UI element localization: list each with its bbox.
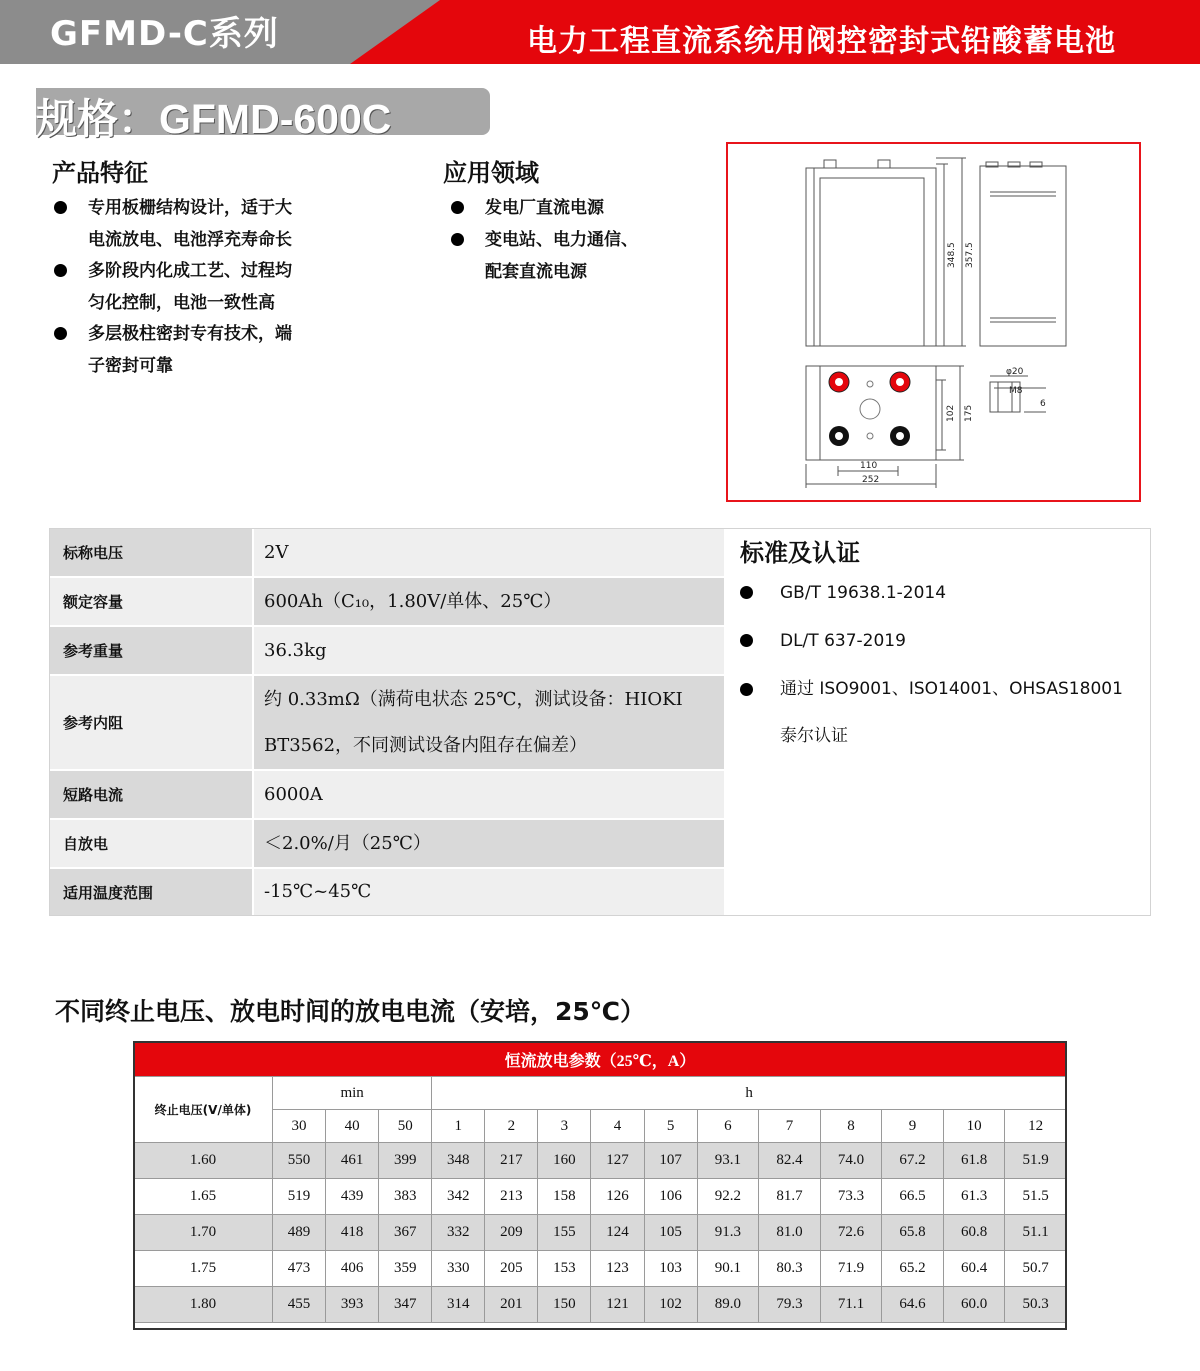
current-cell: 50.3 <box>1005 1287 1067 1323</box>
current-cell: 92.2 <box>697 1179 759 1215</box>
current-cell: 123 <box>591 1251 644 1287</box>
cutoff-voltage-cell: 1.65 <box>134 1179 273 1215</box>
svg-text:357.5: 357.5 <box>965 242 975 268</box>
spec-row: 参考重量 36.3kg <box>50 627 725 674</box>
spec-row: 短路电流 6000A <box>50 771 725 818</box>
column-header: 4 <box>591 1110 644 1143</box>
standard-item: DL/T 637-2019 <box>780 626 906 658</box>
current-cell: 201 <box>485 1287 538 1323</box>
column-header: 5 <box>644 1110 697 1143</box>
current-cell: 367 <box>379 1215 432 1251</box>
column-header: 30 <box>273 1110 326 1143</box>
current-cell: 50.7 <box>1005 1251 1067 1287</box>
group-header-h: h <box>432 1077 1067 1110</box>
current-cell: 158 <box>538 1179 591 1215</box>
current-cell: 51.1 <box>1005 1215 1067 1251</box>
spec-row: 额定容量 600Ah（C₁₀，1.80V/单体、25℃） <box>50 578 725 625</box>
technical-drawing-frame <box>726 142 1141 502</box>
applications-heading: 应用领域 <box>443 159 539 187</box>
table-row <box>134 1287 1067 1323</box>
cutoff-voltage-cell: 1.60 <box>134 1143 273 1179</box>
bullet-icon <box>54 327 67 340</box>
bullet-icon <box>740 683 753 696</box>
cutoff-voltage-cell: 1.70 <box>134 1215 273 1251</box>
current-cell: 71.9 <box>820 1251 882 1287</box>
features-heading: 产品特征 <box>52 159 148 187</box>
discharge-table <box>133 1041 1067 1323</box>
current-cell: 332 <box>432 1215 485 1251</box>
current-cell: 107 <box>644 1143 697 1179</box>
current-cell: 330 <box>432 1251 485 1287</box>
column-header: 9 <box>882 1110 944 1143</box>
application-item: 变电站、电力通信、 配套直流电源 <box>485 225 638 288</box>
table-row <box>134 1179 1067 1215</box>
current-cell: 80.3 <box>759 1251 821 1287</box>
current-cell: 61.3 <box>943 1179 1005 1215</box>
current-cell: 71.1 <box>820 1287 882 1323</box>
current-cell: 121 <box>591 1287 644 1323</box>
bullet-icon <box>451 201 464 214</box>
current-cell: 61.8 <box>943 1143 1005 1179</box>
current-cell: 65.8 <box>882 1215 944 1251</box>
svg-text:M8: M8 <box>1009 386 1023 396</box>
current-cell: 79.3 <box>759 1287 821 1323</box>
bullet-icon <box>740 586 753 599</box>
current-cell: 65.2 <box>882 1251 944 1287</box>
current-cell: 126 <box>591 1179 644 1215</box>
current-cell: 455 <box>273 1287 326 1323</box>
spec-row: 适用温度范围 -15℃~45℃ <box>50 869 725 915</box>
current-cell: 359 <box>379 1251 432 1287</box>
svg-text:φ20: φ20 <box>1006 367 1024 377</box>
current-cell: 406 <box>326 1251 379 1287</box>
bullet-icon <box>451 233 464 246</box>
current-cell: 60.8 <box>943 1215 1005 1251</box>
column-header: 40 <box>326 1110 379 1143</box>
current-cell: 127 <box>591 1143 644 1179</box>
header-title: 电力工程直流系统用阀控密封式铅酸蓄电池 <box>527 24 1116 59</box>
current-cell: 124 <box>591 1215 644 1251</box>
current-cell: 213 <box>485 1179 538 1215</box>
current-cell: 105 <box>644 1215 697 1251</box>
cutoff-voltage-cell: 1.80 <box>134 1287 273 1323</box>
current-cell: 399 <box>379 1143 432 1179</box>
discharge-table-title: 恒流放电参数（25℃，A） <box>134 1042 1067 1077</box>
current-cell: 72.6 <box>820 1215 882 1251</box>
current-cell: 150 <box>538 1287 591 1323</box>
battery-drawing <box>728 144 1139 500</box>
spec-row: 标称电压 2V <box>50 529 725 576</box>
column-header: 2 <box>485 1110 538 1143</box>
column-header: 8 <box>820 1110 882 1143</box>
table-row <box>134 1143 1067 1179</box>
column-header: 7 <box>759 1110 821 1143</box>
row-label-header: 终止电压(V/单体) <box>134 1077 273 1143</box>
current-cell: 347 <box>379 1287 432 1323</box>
current-cell: 205 <box>485 1251 538 1287</box>
current-cell: 106 <box>644 1179 697 1215</box>
current-cell: 209 <box>485 1215 538 1251</box>
current-cell: 155 <box>538 1215 591 1251</box>
current-cell: 473 <box>273 1251 326 1287</box>
svg-text:110: 110 <box>860 461 878 471</box>
column-header: 50 <box>379 1110 432 1143</box>
spec-row: 参考内阻 约 0.33mΩ（满荷电状态 25℃，测试设备：HIOKI BT3562，不同测试设备内阻存在偏差） <box>50 676 725 769</box>
standards-heading: 标准及认证 <box>740 539 860 567</box>
current-cell: 90.1 <box>697 1251 759 1287</box>
bullet-icon <box>740 634 753 647</box>
current-cell: 73.3 <box>820 1179 882 1215</box>
svg-text:102: 102 <box>946 404 956 422</box>
group-header-min: min <box>273 1077 432 1110</box>
current-cell: 160 <box>538 1143 591 1179</box>
current-cell: 81.0 <box>759 1215 821 1251</box>
current-cell: 153 <box>538 1251 591 1287</box>
svg-text:175: 175 <box>964 404 974 422</box>
current-cell: 51.5 <box>1005 1179 1067 1215</box>
current-cell: 418 <box>326 1215 379 1251</box>
application-item: 发电厂直流电源 <box>485 193 604 225</box>
current-cell: 348 <box>432 1143 485 1179</box>
current-cell: 81.7 <box>759 1179 821 1215</box>
table-row <box>134 1251 1067 1287</box>
terminal-icons <box>829 372 910 446</box>
current-cell: 66.5 <box>882 1179 944 1215</box>
column-header-row <box>134 1110 1067 1143</box>
current-cell: 519 <box>273 1179 326 1215</box>
feature-item: 多阶段内化成工艺、过程均 匀化控制，电池一致性高 <box>88 256 292 319</box>
current-cell: 439 <box>326 1179 379 1215</box>
current-cell: 67.2 <box>882 1143 944 1179</box>
series-title: GFMD-C系列 <box>50 14 279 54</box>
current-cell: 103 <box>644 1251 697 1287</box>
current-cell: 89.0 <box>697 1287 759 1323</box>
current-cell: 342 <box>432 1179 485 1215</box>
current-cell: 550 <box>273 1143 326 1179</box>
current-cell: 60.0 <box>943 1287 1005 1323</box>
discharge-title: 不同终止电压、放电时间的放电电流（安培，25℃） <box>55 997 646 1026</box>
current-cell: 393 <box>326 1287 379 1323</box>
feature-item: 多层极柱密封专有技术，端 子密封可靠 <box>88 319 292 382</box>
column-header: 12 <box>1005 1110 1067 1143</box>
current-cell: 74.0 <box>820 1143 882 1179</box>
current-cell: 64.6 <box>882 1287 944 1323</box>
bullet-icon <box>54 264 67 277</box>
current-cell: 91.3 <box>697 1215 759 1251</box>
feature-item: 专用板栅结构设计，适于大 电流放电、电池浮充寿命长 <box>88 193 292 256</box>
column-header: 3 <box>538 1110 591 1143</box>
current-cell: 60.4 <box>943 1251 1005 1287</box>
svg-text:348.5: 348.5 <box>947 242 957 268</box>
current-cell: 102 <box>644 1287 697 1323</box>
current-cell: 93.1 <box>697 1143 759 1179</box>
standard-item: 通过 ISO9001、ISO14001、OHSAS18001 泰尔认证 <box>780 673 1123 766</box>
bullet-icon <box>54 201 67 214</box>
spec-label: 规格：GFMD-600C <box>36 96 392 142</box>
current-cell: 82.4 <box>759 1143 821 1179</box>
current-cell: 314 <box>432 1287 485 1323</box>
standard-item: GB/T 19638.1-2014 <box>780 578 946 610</box>
svg-text:6: 6 <box>1040 399 1046 409</box>
cutoff-voltage-cell: 1.75 <box>134 1251 273 1287</box>
current-cell: 383 <box>379 1179 432 1215</box>
current-cell: 489 <box>273 1215 326 1251</box>
column-header: 6 <box>697 1110 759 1143</box>
column-header: 1 <box>432 1110 485 1143</box>
column-header: 10 <box>943 1110 1005 1143</box>
svg-text:252: 252 <box>862 475 880 485</box>
current-cell: 51.9 <box>1005 1143 1067 1179</box>
current-cell: 461 <box>326 1143 379 1179</box>
current-cell: 217 <box>485 1143 538 1179</box>
spec-row: 自放电 ＜2.0%/月（25℃） <box>50 820 725 867</box>
table-row <box>134 1215 1067 1251</box>
